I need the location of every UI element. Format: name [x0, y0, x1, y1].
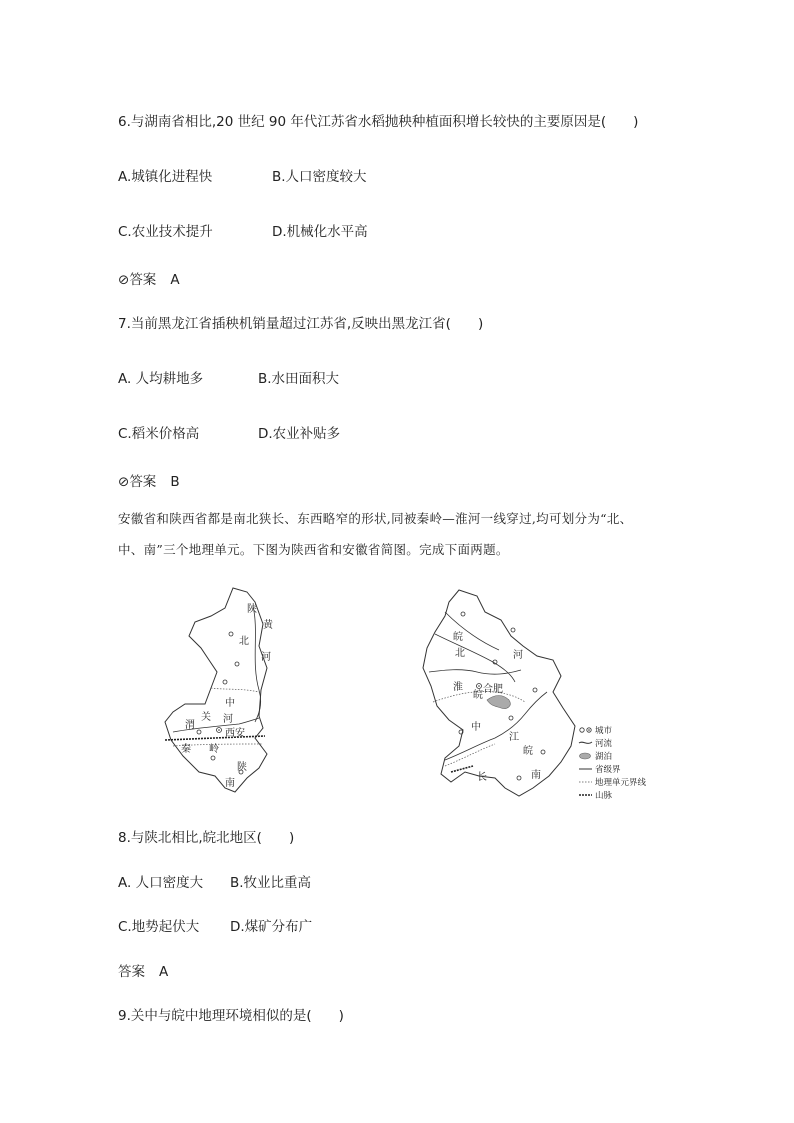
anhui-label-nan: 南	[531, 770, 541, 781]
q6-option-b: B.人口密度较大	[272, 169, 367, 185]
q8-option-c: C.地势起伏大	[118, 919, 200, 935]
legend-unit-boundary-label: 地理单元界线	[595, 778, 647, 788]
q8-option-b: B.牧业比重高	[230, 875, 312, 891]
q6-answer-value: A	[170, 272, 180, 288]
intro-line-2: 中、南”三个地理单元。下图为陕西省和安徽省简图。完成下面两题。	[118, 542, 509, 557]
legend-lake-label: 湖泊	[595, 752, 613, 762]
legend-lake	[580, 751, 613, 762]
q7-option-a: A. 人均耕地多	[118, 371, 204, 387]
q8-answer	[118, 960, 168, 980]
q6-option-d: D.机械化水平高	[272, 224, 368, 240]
anhui-label-wan3: 皖	[523, 746, 533, 757]
anhui-label-chang: 长	[477, 772, 487, 783]
legend-city-label: 城市	[595, 726, 613, 736]
anhui-label-hefei: 合肥	[483, 684, 503, 695]
q7-option-d: D.农业补贴多	[258, 426, 341, 442]
legend-river	[579, 738, 613, 749]
legend-mountain-label: 山脉	[595, 791, 613, 801]
answer-check-icon: ⊘	[118, 272, 130, 288]
legend-province-border	[579, 764, 621, 775]
q6-answer	[118, 268, 180, 288]
shaanxi-label-qin: 秦	[181, 744, 191, 755]
q8-answer-value: A	[159, 964, 169, 980]
q8-option-a: A. 人口密度大	[118, 875, 204, 891]
q7-stem: 7.当前黑龙江省插秧机销量超过江苏省,反映出黑龙江省( )	[118, 316, 484, 332]
q6-stem: 6.与湖南省相比,20 世纪 90 年代江苏省水稻抛秧种植面积增长较快的主要原因是( )	[118, 114, 639, 130]
shaanxi-label-shaan2: 陕	[237, 762, 247, 773]
q6-option-c: C.农业技术提升	[118, 224, 213, 240]
q7-answer	[118, 470, 180, 490]
legend-mountain	[579, 790, 613, 801]
map-legend	[578, 722, 668, 812]
intro-line-1: 安徽省和陕西省都是南北狭长、东西略窄的形状,同被秦岭—淮河一线穿过,均可划分为“北、	[118, 511, 633, 526]
anhui-label-he: 河	[513, 650, 523, 661]
anhui-label-huai: 淮	[453, 682, 463, 693]
shaanxi-label-he: 河	[261, 652, 271, 663]
q7-option-c: C.稻米价格高	[118, 426, 200, 442]
shaanxi-label-xian: 西安	[225, 728, 245, 739]
q8-option-d: D.煤矿分布广	[230, 919, 313, 935]
legend-province-border-label: 省级界	[595, 765, 621, 775]
legend-unit-boundary	[579, 777, 647, 788]
q6-option-a: A.城镇化进程快	[118, 169, 213, 185]
shaanxi-label-he2: 河	[223, 714, 233, 725]
q6-answer-label: 答案	[129, 272, 157, 288]
q8-answer-label: 答案	[118, 964, 145, 980]
q7-option-b: B.水田面积大	[258, 371, 340, 387]
anhui-label-wan: 皖	[453, 632, 463, 643]
shaanxi-map	[155, 572, 295, 802]
shaanxi-label-shaan: 陕	[247, 604, 257, 615]
answer-check-icon: ⊘	[118, 474, 130, 490]
q8-stem: 8.与陕北相比,皖北地区( )	[118, 830, 295, 846]
anhui-map	[415, 582, 580, 807]
q7-answer-value: B	[170, 474, 180, 490]
shaanxi-label-zhong: 中	[225, 698, 235, 709]
q7-answer-label: 答案	[129, 474, 157, 490]
anhui-label-bei: 北	[455, 648, 465, 659]
shaanxi-label-huang: 黄	[263, 620, 273, 631]
shaanxi-label-guan: 关	[201, 712, 211, 723]
anhui-label-jiang: 江	[509, 732, 519, 743]
anhui-label-zhong: 中	[471, 722, 481, 733]
legend-river-label: 河流	[595, 739, 613, 749]
anhui-label-wan2: 皖	[473, 690, 483, 701]
shaanxi-label-wei: 渭	[185, 720, 195, 731]
shaanxi-label-ling: 岭	[209, 744, 219, 755]
legend-city	[580, 725, 613, 736]
q9-stem: 9.关中与皖中地理环境相似的是( )	[118, 1008, 344, 1024]
shaanxi-label-nan: 南	[225, 778, 235, 789]
shaanxi-label-bei: 北	[239, 636, 249, 647]
